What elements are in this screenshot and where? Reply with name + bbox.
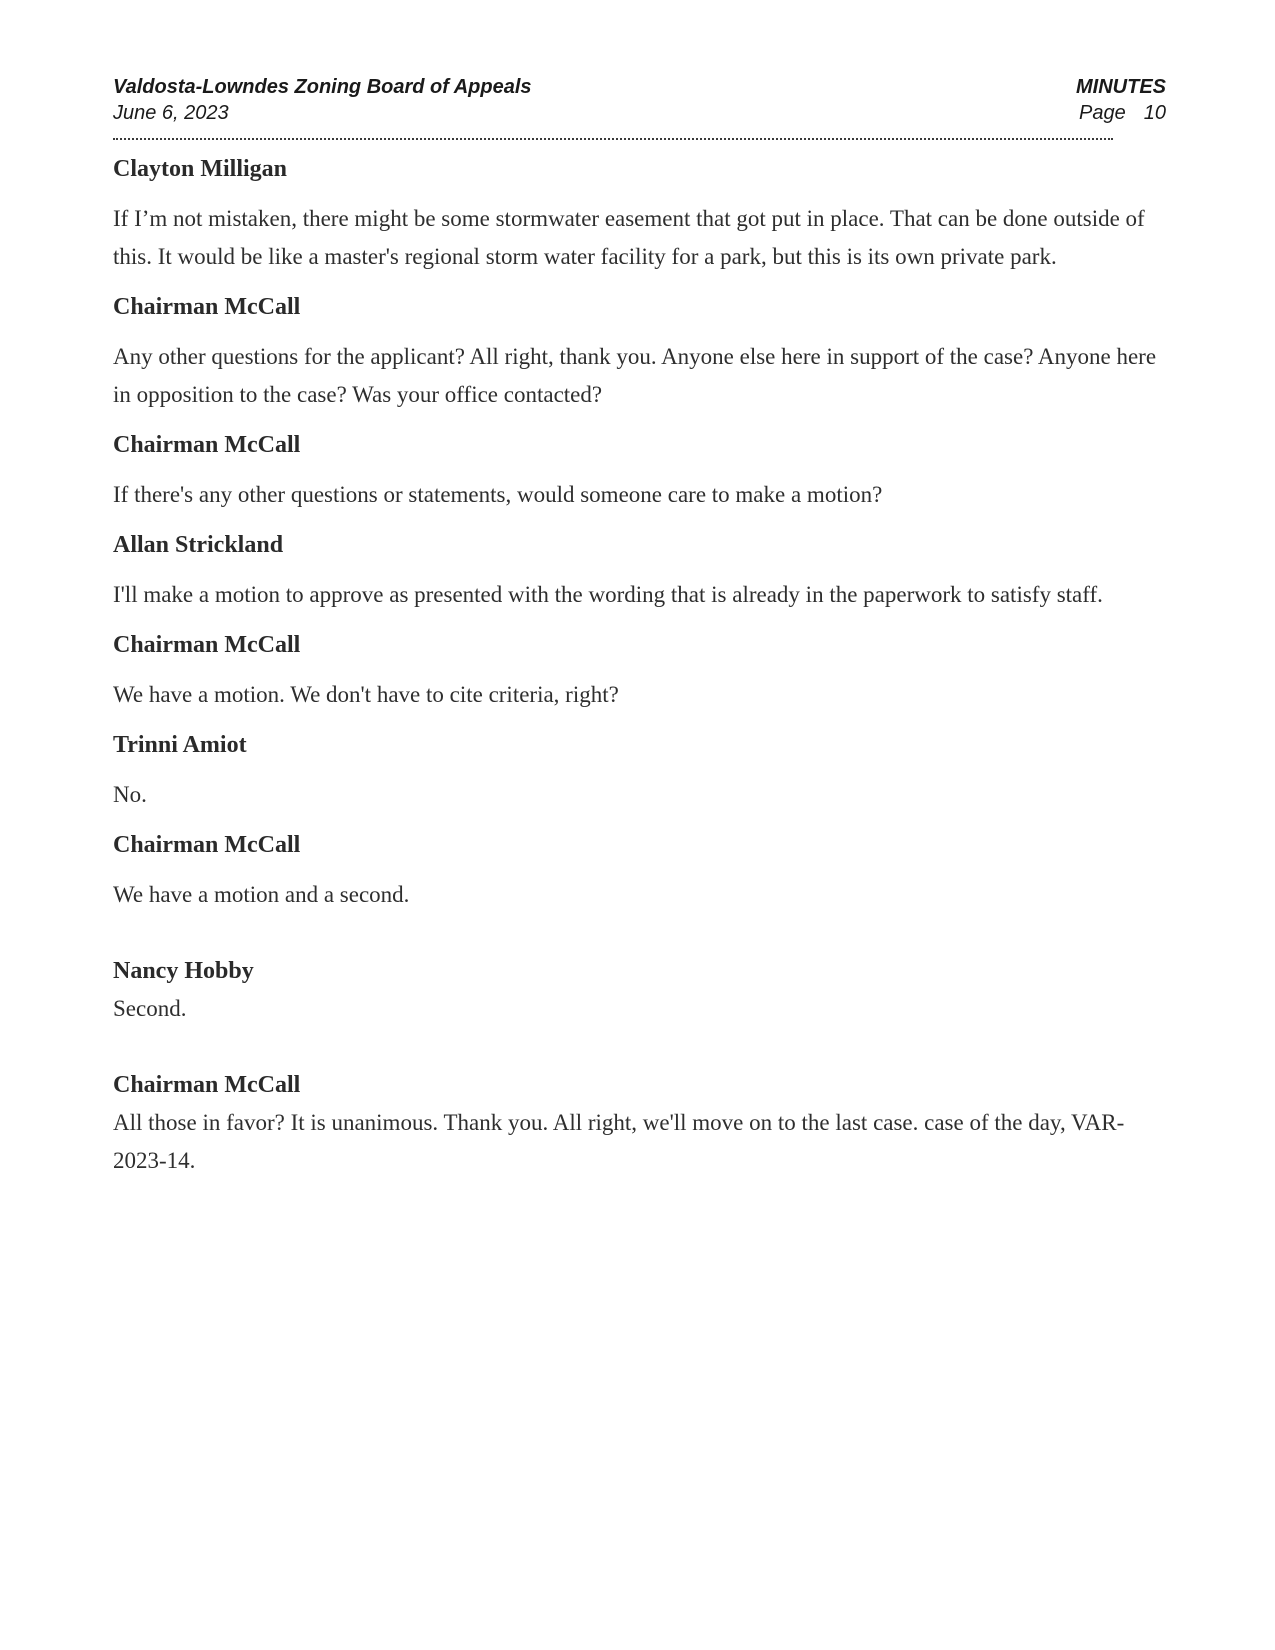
speaker-name: Chairman McCall — [113, 1072, 301, 1098]
transcript-entry — [113, 426, 1166, 514]
spacer — [113, 1040, 1166, 1066]
speech-text: If I’m not mistaken, there might be some stormwater easement that got put in place. That can be done outside of this. It would be like a master's regional storm water facility for a park, but this is its own private park. — [113, 206, 1145, 269]
transcript-entry — [113, 288, 1166, 414]
speech-text: I'll make a motion to approve as presented with the wording that is already in the paperwork to satisfy staff. — [113, 582, 1103, 607]
transcript-entry — [113, 626, 1166, 714]
organization-name: Valdosta-Lowndes Zoning Board of Appeals — [113, 76, 532, 98]
transcript-entry — [113, 952, 1166, 1028]
transcript-entry — [113, 526, 1166, 614]
meeting-date: June 6, 2023 — [113, 102, 229, 124]
speech-text: If there's any other questions or statements, would someone care to make a motion? — [113, 482, 883, 507]
transcript-entry — [113, 1066, 1166, 1180]
speaker-name: Clayton Milligan — [113, 156, 288, 182]
page-number: 10 — [1143, 102, 1166, 124]
dotted-divider — [113, 138, 1113, 140]
speech-text: All those in favor? It is unanimous. Thank you. All right, we'll move on to the last case. case of the day, VAR-2023-14. — [113, 1110, 1125, 1173]
transcript-entry — [113, 826, 1166, 914]
document-type: MINUTES — [1076, 76, 1166, 98]
header-bottom-row — [113, 100, 1166, 126]
header-top-row — [113, 74, 1166, 100]
speaker-name: Trinni Amiot — [113, 732, 247, 758]
speech-text: No. — [113, 782, 147, 807]
page-indicator — [1079, 100, 1166, 126]
speaker-name: Chairman McCall — [113, 432, 301, 458]
speech-text: Second. — [113, 996, 187, 1021]
page-label: Page — [1079, 102, 1126, 124]
transcript-entry — [113, 150, 1166, 276]
speaker-name: Chairman McCall — [113, 632, 301, 658]
speaker-name: Nancy Hobby — [113, 958, 254, 984]
speaker-name: Chairman McCall — [113, 832, 301, 858]
speech-text: Any other questions for the applicant? All right, thank you. Anyone else here in support of the case? Anyone here in opposition to the case? Was your office contacted? — [113, 344, 1157, 407]
spacer — [113, 926, 1166, 952]
speaker-name: Chairman McCall — [113, 294, 301, 320]
speech-text: We have a motion. We don't have to cite criteria, right? — [113, 682, 619, 707]
transcript-entry — [113, 726, 1166, 814]
speaker-name: Allan Strickland — [113, 532, 284, 558]
page-header — [113, 74, 1166, 126]
speech-text: We have a motion and a second. — [113, 882, 410, 907]
transcript-body — [113, 150, 1166, 1192]
